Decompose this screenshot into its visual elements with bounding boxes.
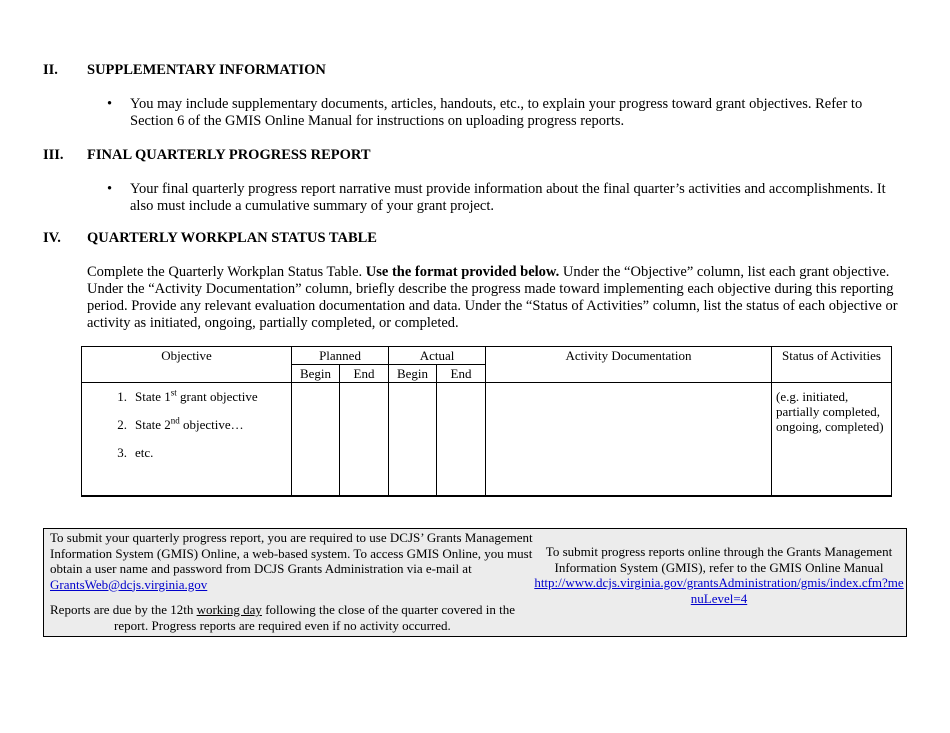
workplan-status-table [81,346,892,497]
due-date-text: Reports are due by the 12th working day following the close of the quarter covered in the [50,602,515,617]
planned-begin-cell [292,383,340,497]
workplan-text-1: Complete the Quarterly Workplan Status Table. [87,264,366,280]
objective-text: State 2nd objective… [135,415,244,432]
email-link[interactable]: GrantsWeb@dcjs.virginia.gov [50,576,208,592]
submission-info-box [43,528,907,637]
section-title-supplementary: SUPPLEMENTARY INFORMATION [87,62,326,78]
status-cell [772,383,892,497]
submission-instructions [50,530,538,633]
objective-text: etc. [135,445,154,460]
objective-cell [82,383,292,497]
section-number-iv: IV. [43,230,61,246]
objective-num: 2. [117,417,127,432]
objective-text: State 1st grant objective [135,387,258,404]
due-date-text-continued: report. Progress reports are required even if no activity occurred. [114,617,451,633]
bullet-supplementary: • [107,96,113,112]
final-report-text: Your final quarterly progress report narrative must provide information about the final quarter’s activities and accomplishments. It also must include a cumulative summary of your grant project. [130,181,886,214]
objective-num: 3. [117,445,127,460]
objective-item [86,445,287,460]
header-actual-end: End [437,365,486,383]
header-status: Status of Activities [772,347,892,383]
header-planned-end: End [340,365,389,383]
gmis-manual-text: To submit progress reports online through the Grants Management Information System (GMIS), refer to the GMIS Online Manual [545,544,893,575]
section-title-final-report: FINAL QUARTERLY PROGRESS REPORT [87,147,371,163]
activity-documentation-cell [486,383,772,497]
workplan-text-2: Under the “Objective” column, list each grant objective. Under the “Activity Documentation” column, briefly describe the progress made toward implementing each objective during this reporting period. Provide any relevant evaluation documentation and data. Under the “Status of Activities” column, list the status of each objective or activity as initiated, ongoing, partially completed, or completed. [87,264,898,331]
header-activity-documentation: Activity Documentation [486,347,772,383]
bullet-final-report: • [107,181,113,197]
section-number-iii: III. [43,147,64,163]
objective-item [86,389,287,404]
section-number-ii: II. [43,62,58,78]
header-actual-begin: Begin [389,365,437,383]
workplan-instructions [87,264,917,332]
gmis-manual-link[interactable]: http://www.dcjs.virginia.gov/grantsAdministration/gmis/index.cfm?menuLevel=4 [534,575,904,606]
objective-item [86,417,287,432]
header-planned-begin: Begin [292,365,340,383]
actual-end-cell [437,383,486,497]
gmis-access-text: To submit your quarterly progress report, you are required to use DCJS’ Grants Management Information System (GMIS) Online, a web-based system. To access GMIS Online, you must obtain a user name and password from DCJS Grants Administration via e-mail at GrantsWeb@dcjs.virginia.gov [50,530,533,592]
actual-begin-cell [389,383,437,497]
status-example: (e.g. initiated, partially completed, ongoing, completed) [776,389,884,434]
header-objective: Objective [82,347,292,383]
section-title-workplan: QUARTERLY WORKPLAN STATUS TABLE [87,230,377,246]
header-actual: Actual [389,347,486,365]
working-day-text: working day [196,602,262,617]
workplan-text-bold: Use the format provided below. [365,264,560,280]
planned-end-cell [340,383,389,497]
header-planned: Planned [292,347,389,365]
gmis-manual-info [534,544,904,606]
objective-num: 1. [117,389,127,404]
supplementary-text: You may include supplementary documents, articles, handouts, etc., to explain your progress toward grant objectives. Refer to Section 6 of the GMIS Online Manual for instructions on uploading progress reports. [130,96,863,129]
